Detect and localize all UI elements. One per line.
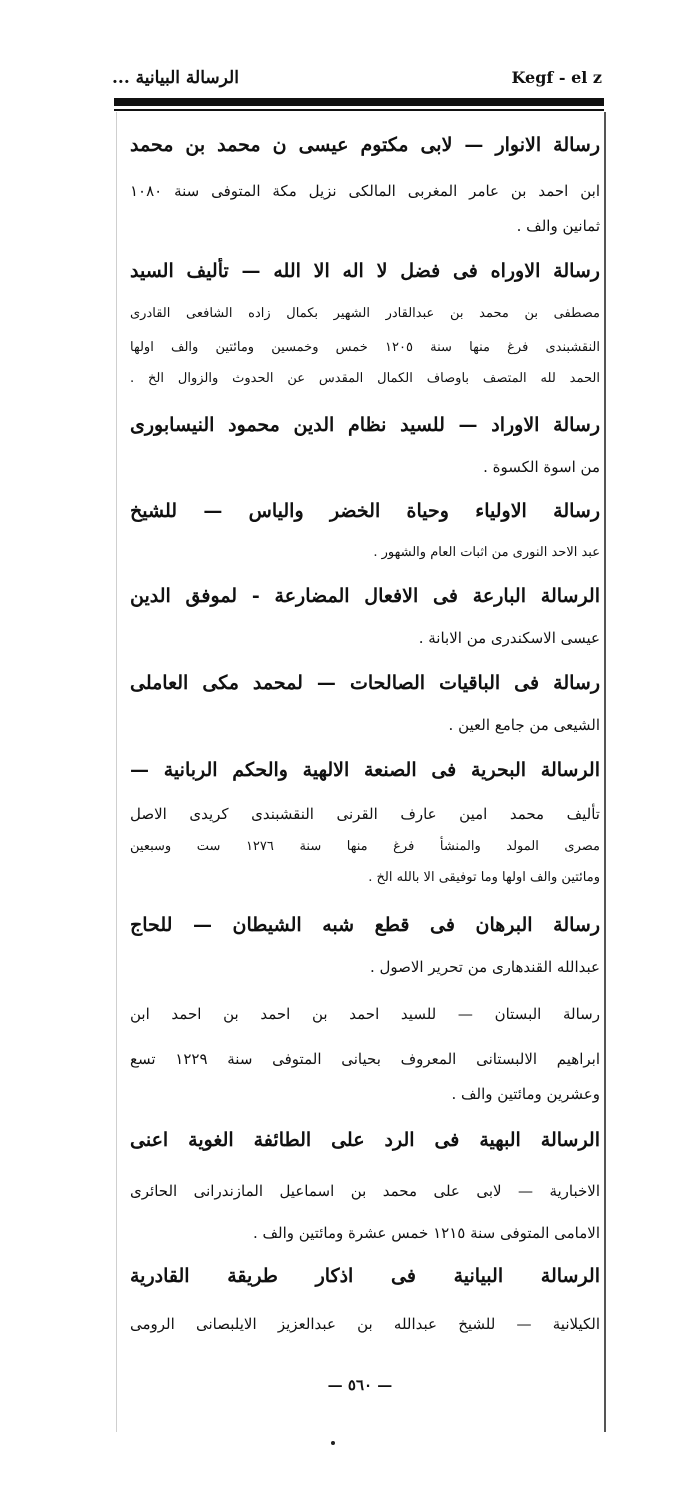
text-line: رسالة فى الباقيات الصالحات — لمحمد مكى العاملى bbox=[130, 672, 600, 694]
text-line: الرسالة البيانية فى اذكار طريقة القادرية bbox=[130, 1265, 600, 1287]
page-mark bbox=[331, 1441, 335, 1445]
text-line: ابراهيم الالبستانى المعروف بحيانى المتوفى سنة ١٢٢٩ تسع bbox=[130, 1050, 600, 1068]
text-line: الرسالة البحرية فى الصنعة الالهية والحكم الربانية — bbox=[130, 759, 600, 781]
text-line: رسالة الاوراد — للسيد نظام الدين محمود النيسابورى bbox=[130, 414, 600, 436]
running-header-label: Kegf - el z bbox=[511, 68, 602, 87]
left-margin-line bbox=[116, 112, 117, 1432]
text-line: مصرى المولد والمنشأ فرغ منها سنة ١٢٧٦ ست وسبعين bbox=[130, 839, 600, 854]
text-line: رسالة الانوار — لابى مكتوم عيسى ن محمد بن محمد bbox=[130, 134, 600, 156]
text-line: عبد الاحد النورى من اثبات العام والشهور . bbox=[373, 545, 600, 560]
text-line: الحمد لله المتصف باوصاف الكمال المقدس عن الحدوث والزوال الخ . bbox=[130, 371, 600, 386]
text-line: رسالة الاولياء وحياة الخضر والياس — للشيخ bbox=[130, 500, 600, 522]
text-line: النقشبندى فرغ منها سنة ١٢٠٥ خمس وخمسين ومائتين والف اولها bbox=[130, 340, 600, 355]
text-line: رسالة الاوراه فى فضل لا اله الا الله — تأليف السيد bbox=[130, 260, 600, 282]
text-line: الكيلانية — للشيخ عبدالله بن عبدالعزيز الايلبصانى الرومى bbox=[130, 1315, 600, 1333]
right-margin-line bbox=[604, 112, 606, 1432]
text-line: عيسى الاسكندرى من الابانة . bbox=[418, 629, 600, 647]
body-text bbox=[130, 0, 600, 1496]
page-number: — ٥٦٠ — bbox=[327, 1376, 393, 1394]
text-line: وعشرين ومائتين والف . bbox=[451, 1085, 600, 1103]
text-line: رسالة البستان — للسيد احمد بن احمد بن احمد ابن bbox=[130, 1005, 600, 1023]
text-line: رسالة البرهان فى قطع شبه الشيطان — للحاج bbox=[130, 914, 600, 936]
text-line: تأليف محمد امين عارف القرنى النقشبندى كريدى الاصل bbox=[130, 805, 600, 823]
text-line: الاخبارية — لابى على محمد بن اسماعيل المازندرانى الحائرى bbox=[130, 1182, 600, 1200]
text-line: الرسالة البارعة فى الافعال المضارعة - لموفق الدين bbox=[130, 585, 600, 607]
text-line: ثمانين والف . bbox=[516, 217, 600, 235]
running-title: الرسالة البيانية ... bbox=[112, 68, 239, 88]
text-line: ومائتين والف اولها وما توفيقى الا بالله الخ . bbox=[368, 870, 600, 885]
text-line: الشيعى من جامع العين . bbox=[448, 716, 600, 734]
text-line: الرسالة البهية فى الرد على الطائفة الغوية اعنى bbox=[130, 1129, 600, 1151]
text-line: عبدالله القندهارى من تحرير الاصول . bbox=[369, 958, 600, 976]
text-line: من اسوة الكسوة . bbox=[483, 458, 600, 476]
text-line: الامامى المتوفى سنة ١٢١٥ خمس عشرة ومائتين والف . bbox=[252, 1224, 600, 1242]
text-line: مصطفى بن محمد بن عبدالقادر الشهير بكمال زاده الشافعى القادرى bbox=[130, 306, 600, 321]
text-line: ابن احمد بن عامر المغربى المالكى نزيل مكة المتوفى سنة ١٠٨٠ bbox=[130, 182, 600, 200]
